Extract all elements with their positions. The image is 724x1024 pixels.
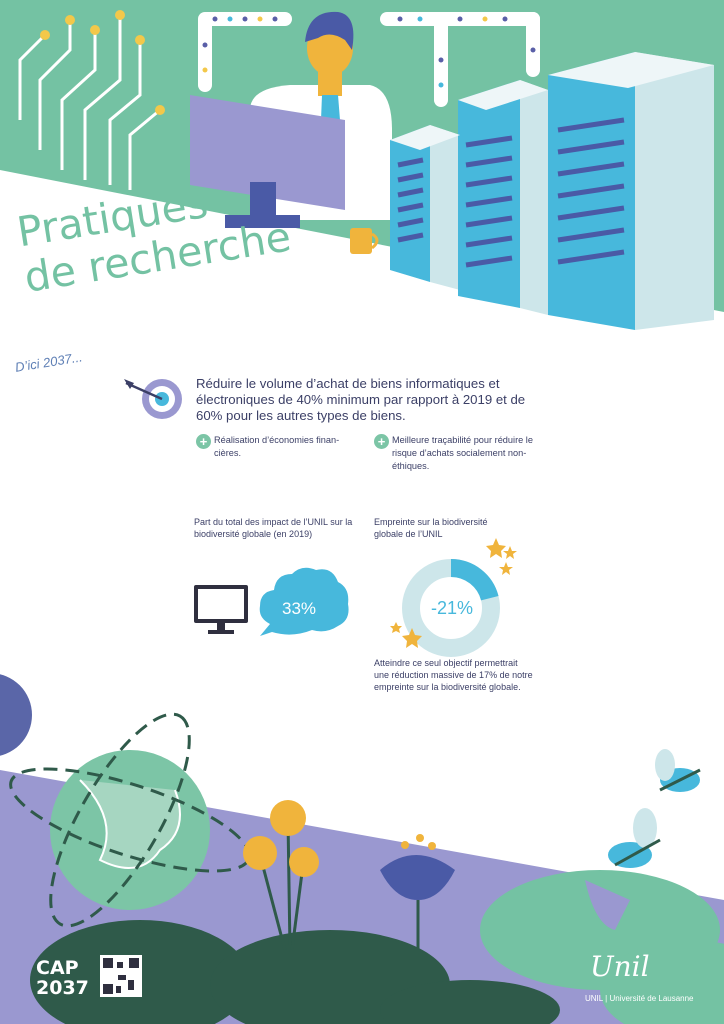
benefit-text-1: Réalisation d’économies financières.	[214, 435, 340, 458]
plus-icon: +	[374, 434, 389, 449]
butterflies	[608, 749, 700, 868]
unil-logo: Unil	[590, 950, 650, 983]
benefit-text-2: Meilleure traçabilité pour réduire le risque d’achats socialement non-éthiques.	[392, 435, 533, 471]
planet-left	[0, 673, 32, 757]
stat1-value: 33%	[282, 599, 317, 618]
stat1-label: Part du total des impact de l’UNIL sur la biodiversité globale (en 2019)	[194, 517, 353, 539]
goal-text: Réduire le volume d’achat de biens informatiques et électroniques de 40% minimum par rapport à 2019 et de 60% pour les autres types de biens.	[196, 376, 526, 423]
unil-tagline: UNIL | Université de Lausanne	[585, 994, 694, 1003]
monitor-icon	[192, 583, 250, 637]
stat2-value: -21%	[430, 598, 474, 618]
page-subtitle: D’ici 2037...	[14, 349, 84, 375]
target-icon	[122, 375, 184, 423]
plus-icon: +	[196, 434, 211, 449]
stat2-note: Atteindre ce seul objectif permettrait une réduction massive de 17% de notre empreinte sur la biodiversité globale.	[374, 658, 533, 692]
qr-code	[100, 955, 142, 997]
cap2037-logo: CAP 2037	[36, 957, 89, 999]
stat2-label: Empreinte sur la biodiversité globale de l’UNIL	[374, 517, 488, 539]
donut-chart	[388, 530, 528, 660]
page-title: Pratiques de recherche	[13, 178, 295, 302]
